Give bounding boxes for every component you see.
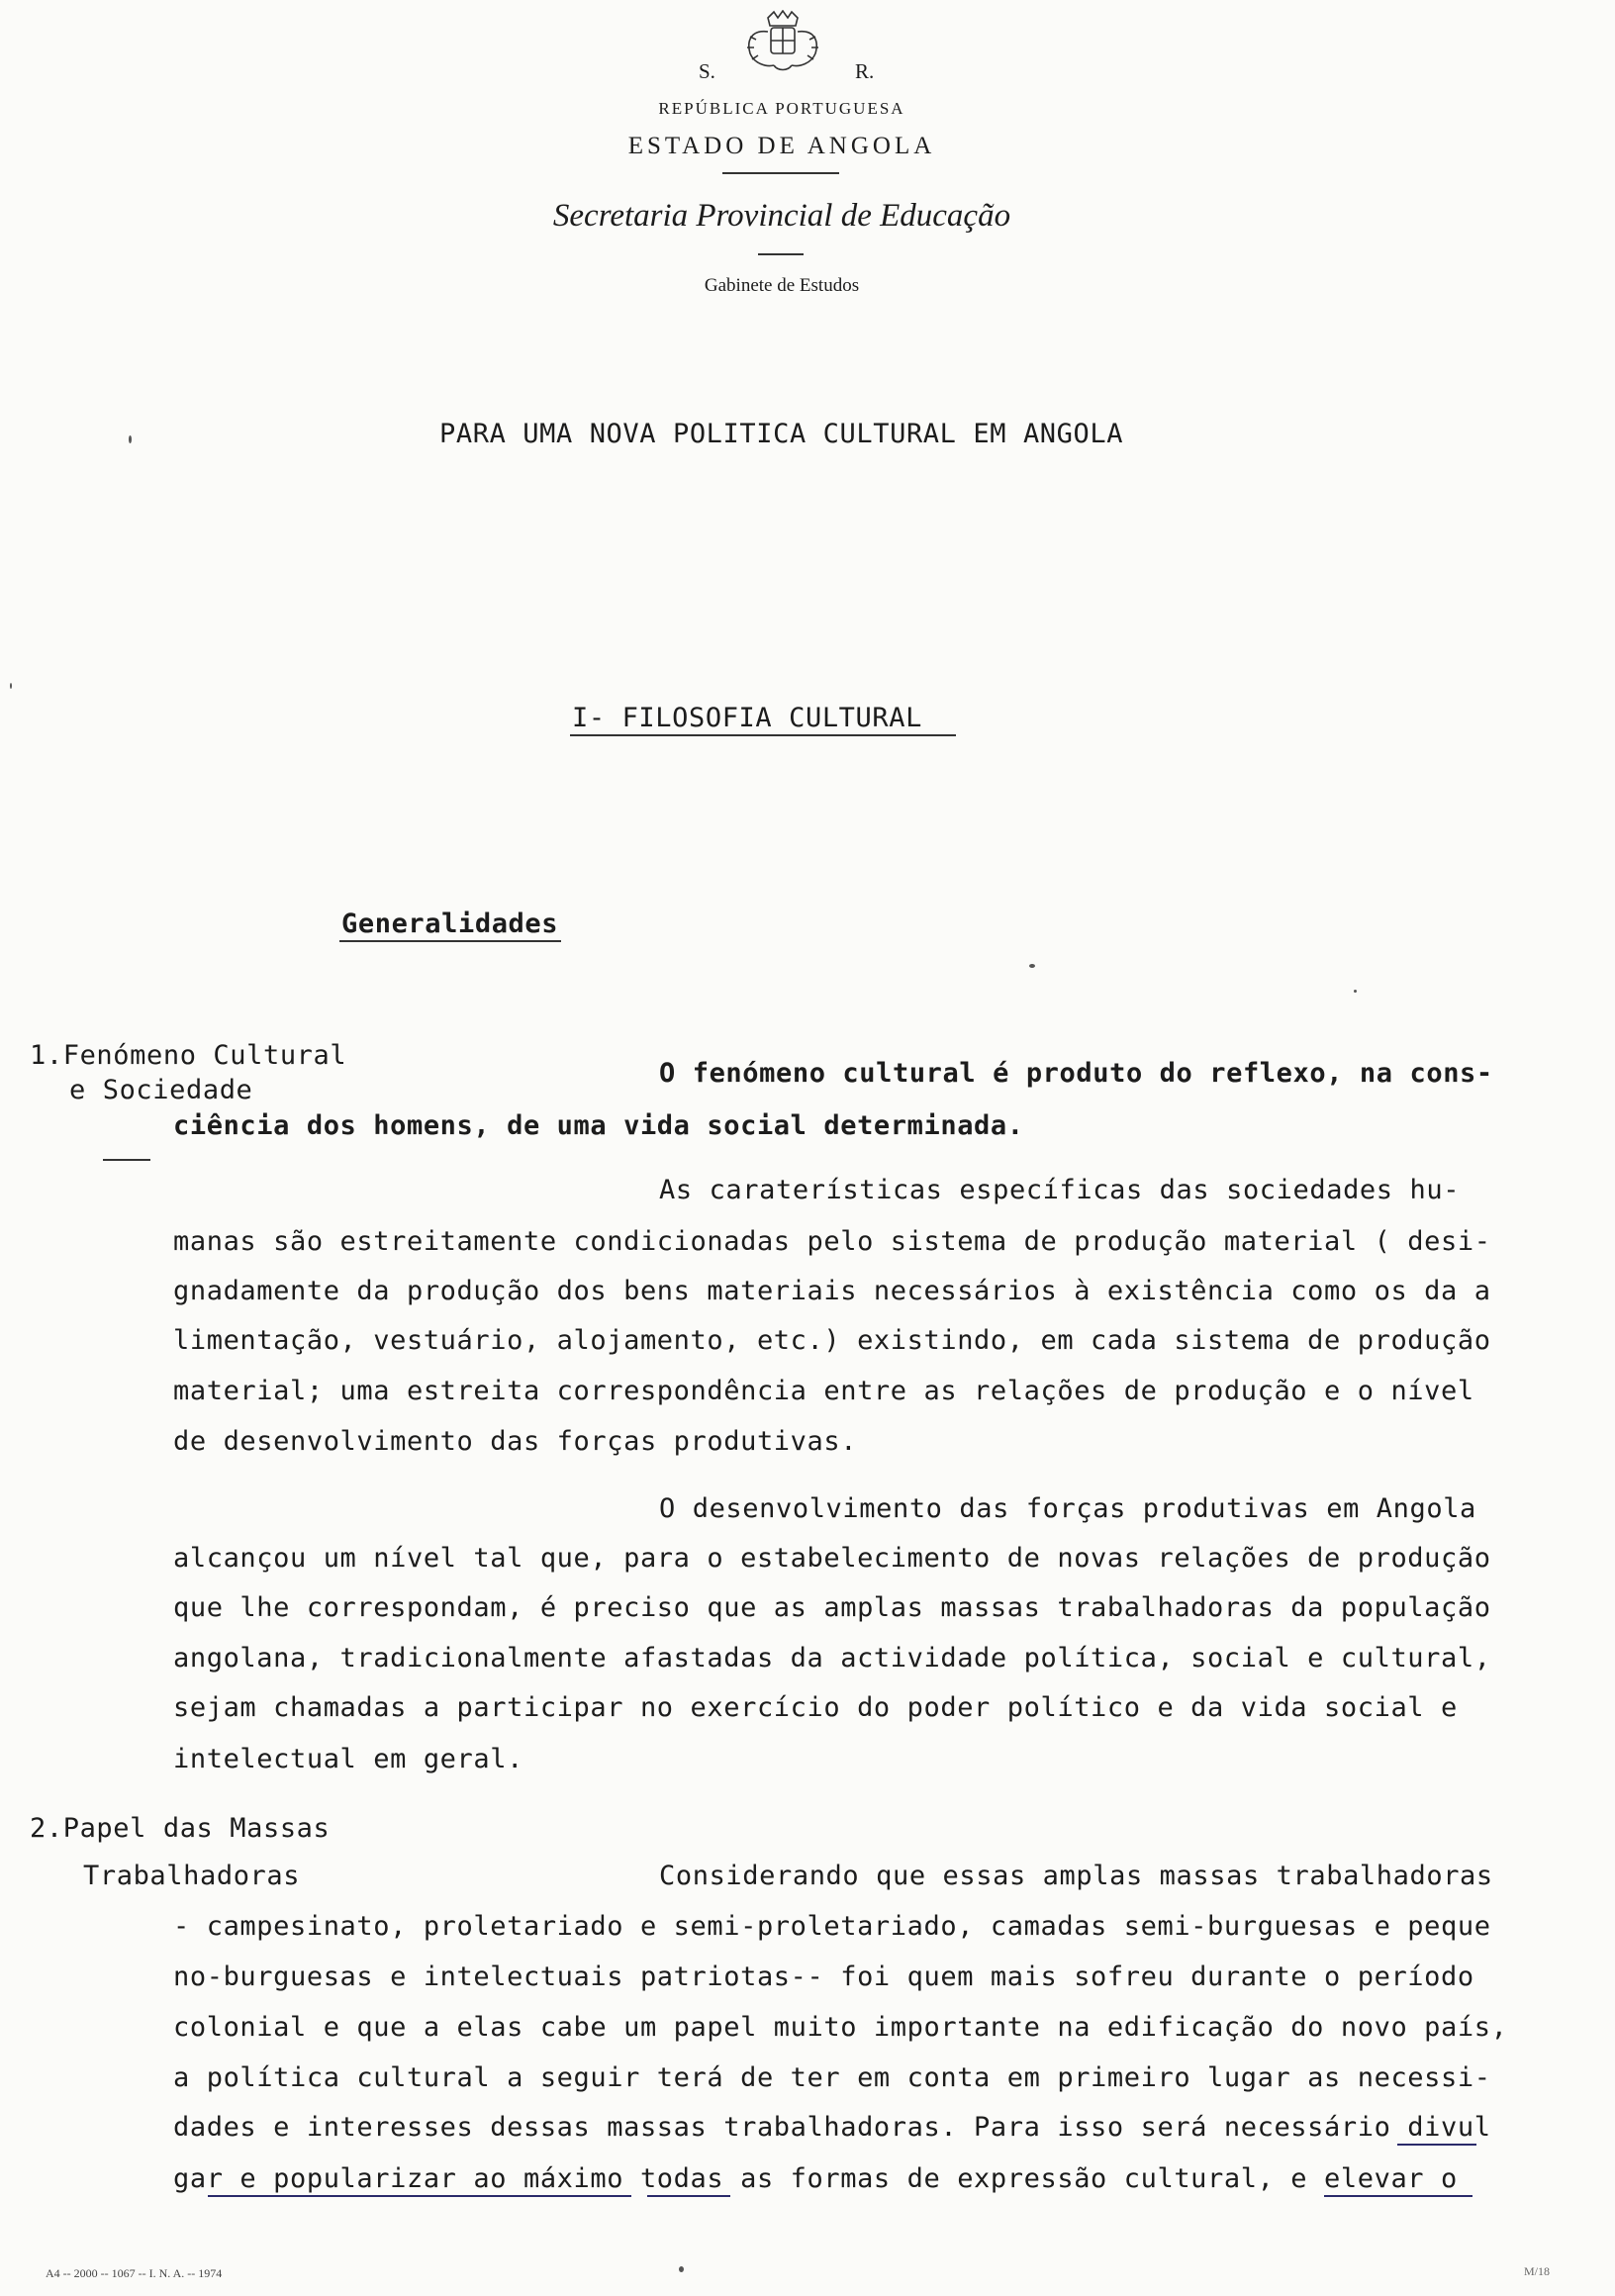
paragraph-2-line-4: limentação, vestuário, alojamento, etc.) existindo, em cada sistema de produção: [173, 1325, 1491, 1356]
paragraph-4-line-3: no-burguesas e intelectuais patriotas-- foi quem mais sofreu durante o período: [173, 1961, 1474, 1992]
paragraph-2-line-3: gnadamente da produção dos bens materiais necessários à existência como os da a: [173, 1276, 1491, 1306]
section-heading: I- FILOSOFIA CULTURAL: [572, 703, 922, 733]
paragraph-4-line-1: Considerando que essas amplas massas trabalhadoras: [659, 1861, 1493, 1891]
scan-speck: [1029, 964, 1035, 968]
paragraph-2-line-2: manas são estreitamente condicionadas pelo sistema de produção material ( desi-: [173, 1226, 1491, 1257]
paragraph-1-line-2: ciência dos homens, de uma vida social determinada.: [173, 1110, 1024, 1141]
section-heading-underline: [570, 734, 956, 736]
paragraph-3-line-4: angolana, tradicionalmente afastadas da actividade política, social e cultural,: [173, 1643, 1491, 1674]
paragraph-4-line-6: dades e interesses dessas massas trabalhadoras. Para isso será necessário divul: [173, 2112, 1491, 2143]
print-info: A4 -- 2000 -- 1067 -- I. N. A. -- 1974: [46, 2266, 223, 2280]
pen-underline-popularizar: [208, 2195, 631, 2197]
scan-speck: [679, 2266, 684, 2272]
scan-speck: [129, 435, 132, 443]
scan-speck: [1354, 990, 1357, 993]
subheading-underline: [339, 940, 561, 942]
header-divider: [722, 172, 839, 174]
coat-of-arms-emblem: [738, 10, 827, 75]
paragraph-2-line-6: de desenvolvimento das forças produtivas.: [173, 1426, 858, 1457]
paragraph-3-line-1: O desenvolvimento das forças produtivas em Angola: [659, 1493, 1476, 1524]
paragraph-3-line-2: alcançou um nível tal que, para o estabelecimento de novas relações de produção: [173, 1543, 1491, 1574]
margin-note-1-line-1: 1.Fenómeno Cultural: [30, 1040, 347, 1071]
paragraph-4-line-2: - campesinato, proletariado e semi-proletariado, camadas semi-burguesas e peque: [173, 1911, 1491, 1942]
document-title: PARA UMA NOVA POLITICA CULTURAL EM ANGOLA: [439, 419, 1124, 449]
sr-left: S.: [699, 59, 715, 83]
page-reference: M/18: [1524, 2264, 1551, 2278]
republic-label: REPÚBLICA PORTUGUESA: [658, 99, 905, 118]
paragraph-4-line-5: a política cultural a seguir terá de ter em conta em primeiro lugar as necessi-: [173, 2062, 1491, 2093]
sr-right: R.: [855, 59, 875, 83]
secretariat-label: Secretaria Provincial de Educação: [552, 198, 1011, 234]
margin-note-2-line-2: Trabalhadoras: [83, 1861, 301, 1891]
scan-speck: [10, 683, 12, 689]
header-divider-short: [758, 253, 804, 255]
paragraph-2-line-1: As caraterísticas específicas das sociedades hu-: [659, 1175, 1461, 1205]
pen-underline-todas: [647, 2195, 730, 2197]
margin-note-2-line-1: 2.Papel das Massas: [30, 1813, 331, 1844]
margin-note-1-line-2: e Sociedade: [69, 1075, 253, 1105]
margin-note-dash: [103, 1159, 150, 1161]
state-label: ESTADO DE ANGOLA: [627, 133, 936, 159]
subheading: Generalidades: [341, 909, 559, 939]
paragraph-1-line-1: O fenómeno cultural é produto do reflexo, na cons-: [659, 1058, 1493, 1089]
paragraph-3-line-3: que lhe correspondam, é preciso que as amplas massas trabalhadoras da população: [173, 1592, 1491, 1623]
pen-underline-elevar: [1324, 2195, 1472, 2197]
pen-underline-divul: [1397, 2144, 1476, 2146]
paragraph-4-line-4: colonial e que a elas cabe um papel muito importante na edificação do novo país,: [173, 2012, 1508, 2043]
paragraph-2-line-5: material; uma estreita correspondência entre as relações de produção e o nível: [173, 1376, 1474, 1406]
paragraph-4-line-7: gar e popularizar ao máximo todas as formas de expressão cultural, e elevar o: [173, 2163, 1458, 2194]
paragraph-3-line-6: intelectual em geral.: [173, 1744, 523, 1774]
paragraph-3-line-5: sejam chamadas a participar no exercício do poder político e da vida social e: [173, 1692, 1458, 1723]
office-label: Gabinete de Estudos: [704, 275, 860, 296]
